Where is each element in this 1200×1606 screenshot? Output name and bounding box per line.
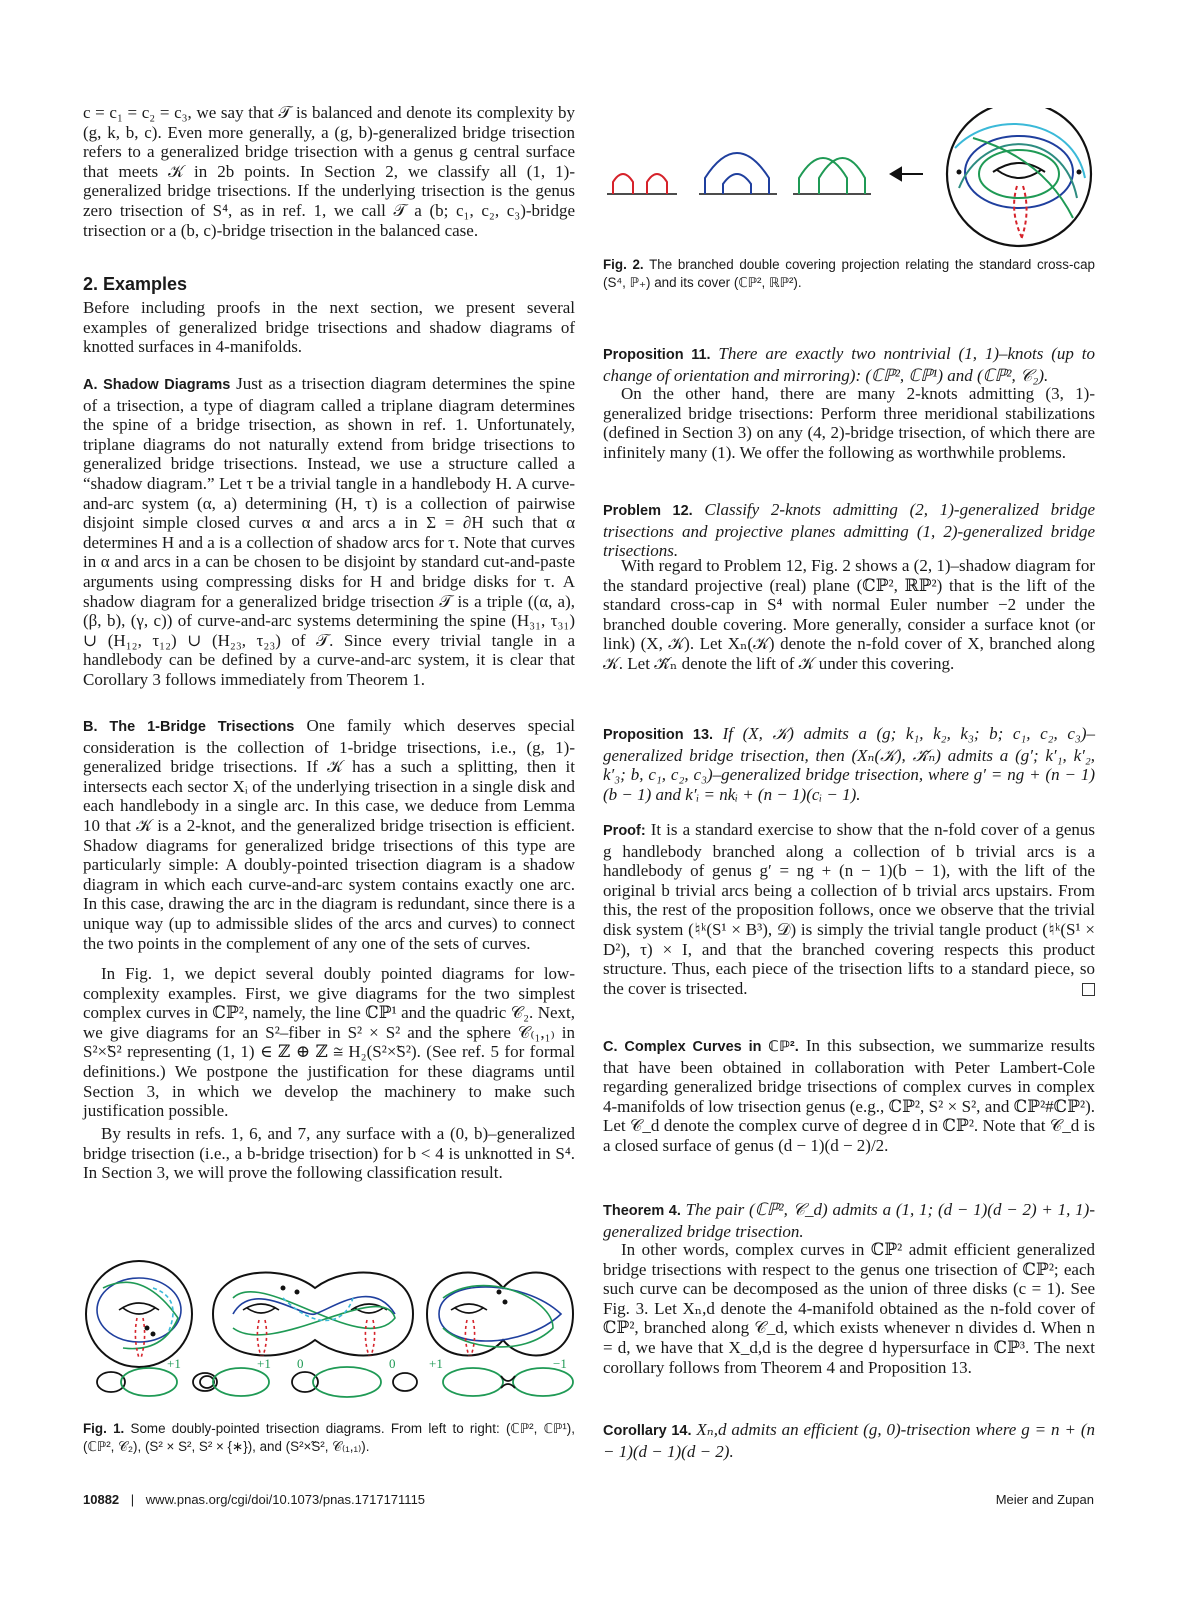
proposition-11-label: Proposition 11. xyxy=(603,347,711,363)
proposition-13 xyxy=(603,724,1095,804)
subsection-c-text: In this subsection, we summarize results that have been obtained in collaboration with Peter Lambert-Cole regarding generalized bridge trisections of complex curves in complex 4-manifolds of low trisection genus (e.g., ℂℙ², S² × S², and ℂℙ²#ℂℙ²). Let 𝒞_d denote the complex curve of degree d in ℂℙ². Note that 𝒞_d is a closed surface of genus (d − 1)(d − 2)/2. xyxy=(603,1036,1095,1155)
proof-text: It is a standard exercise to show that the n-fold cover of a genus g handlebody branched along a collection of b trivial arcs is a handlebody of genus g′ = ng + (n − 1)(b − 1), with the lift of the original b trivial arcs being a collection of b trivial arcs upstairs. From this, the rest of the proposition follows, once we observe that the trivial disk system (♮ᵏ(S¹ × B³), 𝒟) is simply the trivial tangle product (♮ᵏ(S¹ × D²), τ) × I, and that the branched covering respects this product structure. Thus, each piece of the trisection lifts to a standard piece, so the cover is trisected. xyxy=(603,820,1095,998)
figure-2-caption xyxy=(603,256,1095,292)
theorem-4 xyxy=(603,1200,1095,1241)
qed-symbol xyxy=(1082,983,1095,996)
framing-label: +1 xyxy=(167,1356,181,1371)
fig2-arrow xyxy=(891,168,923,180)
paragraph-other-words: In other words, complex curves in ℂℙ² admit efficient generalized bridge trisections with respect to the genus one trisection of ℂℙ²; each such curve can be decomposed as the union of three disks (c = 1). See Fig. 3. Let Xₙ,d denote the 4-manifold obtained as the n-fold cover of ℂℙ², branched along 𝒞_d, which exists whenever n divides d. When n = d, we have that X_d,d is the degree d hypersurface in ℂℙ³. The next corollary follows from Theorem 4 and Proposition 13. xyxy=(603,1240,1095,1377)
proof-label: Proof: xyxy=(603,823,646,839)
section-intro: Before including proofs in the next section, we present several examples of generalized bridge trisections and shadow diagrams of knotted surfaces in 4-manifolds. xyxy=(83,298,575,357)
subsection-c-label: C. Complex Curves in ℂℙ². xyxy=(603,1039,799,1055)
fig1-torus-2 xyxy=(427,1273,573,1356)
framing-label: −1 xyxy=(553,1356,567,1371)
framing-label: +1 xyxy=(429,1356,443,1371)
corollary-14 xyxy=(603,1420,1095,1461)
doi-link[interactable]: www.pnas.org/cgi/doi/10.1073/pnas.1717171115 xyxy=(145,1492,426,1507)
fig2-torus xyxy=(947,108,1091,246)
intro-paragraph: c = c₁ = c₂ = c₃, we say that 𝒯 is balanced and denote its complexity by (g, k, b, c). Even more generally, a (g, b)-generalized bridge trisection refers to a generalized bridge trisection with a genus g central surface that meets 𝒦 in 2b points. In Section 2, we classify all (1, 1)-generalized bridge trisections. If the underlying trisection is the genus zero trisection of S⁴, as in ref. 1, we call 𝒯 a (b; c₁, c₂, c₃)-bridge trisection or a (b, c)-bridge trisection in the balanced case. xyxy=(83,103,575,240)
subsection-c xyxy=(603,1036,1095,1156)
subsection-b-label: B. The 1-Bridge Trisections xyxy=(83,719,295,735)
fig1-genus2-surface xyxy=(213,1273,413,1356)
framing-label: 0 xyxy=(389,1356,396,1371)
proposition-13-text: If (X, 𝒦) admits a (g; k₁, k₂, k₃; b; c₁, c₂, c₃)–generalized bridge trisection, then (Xₙ(𝒦), 𝒦̃ₙ) admits a (g′; k′₁, k′₂, k′₃; b, c₁, c₂, c₃)–generalized bridge trisection, where g′ = ng + (n − 1)(b − 1) and k′ᵢ = nkᵢ + (n − 1)(cᵢ − 1). xyxy=(603,724,1095,804)
fig2-caption-label: Fig. 2. xyxy=(603,257,644,272)
theorem-4-label: Theorem 4. xyxy=(603,1203,681,1219)
framing-label: +1 xyxy=(257,1356,271,1371)
section-title: 2. Examples xyxy=(83,274,188,294)
figure-1-caption xyxy=(83,1420,575,1456)
page-number: 10882 xyxy=(83,1492,120,1507)
proposition-13-label: Proposition 13. xyxy=(603,727,714,743)
corollary-14-label: Corollary 14. xyxy=(603,1423,692,1439)
subsection-a xyxy=(83,374,575,690)
theorem-4-text: The pair (ℂℙ², 𝒞_d) admits a (1, 1; (d − 1)(d − 2) + 1, 1)-generalized bridge trisection. xyxy=(603,1200,1096,1241)
fig1-caption-label: Fig. 1. xyxy=(83,1421,125,1436)
paragraph-other-hand: On the other hand, there are many 2-knots admitting (3, 1)-generalized bridge trisections: Perform three meridional stabilizations (defined in Section 3) on any (4, 2)-bridge trisection, of which there are infinitely many (1). We offer the following as worthwhile problems. xyxy=(603,384,1095,462)
figure-1 xyxy=(83,1258,575,1408)
problem-12-label: Problem 12. xyxy=(603,503,693,519)
subsection-a-text: Just as a trisection diagram determines the spine of a trisection, a type of diagram called a triplane diagram determines the spine of a bridge trisection, as shown in ref. 1. Unfortunately, triplane diagrams do not naturally extend from bridge trisections to generalized bridge trisections. Instead, we use a structure called a “shadow diagram.” Let τ be a trivial tangle in a handlebody H. A curve-and-arc system (α, a) determining (H, τ) is a collection of pairwise disjoint simple closed curves α and arcs a in Σ = ∂H such that α determines H and a is a collection of shadow arcs for τ. Note that curves in α and arcs in a can be chosen to be disjoint by standard cut-and-paste arguments using compressing disks for H and bridge disks for τ. A shadow diagram for a generalized bridge trisection 𝒯 is a triple ((α, a), (β, b), (γ, c)) of curve-and-arc systems determining the spine (H₃₁, τ₃₁) ∪ (H₁₂, τ₁₂) ∪ (H₂₃, τ₂₃) of 𝒯. Since every trivial tangle in a handlebody can be defined by a curve-and-arc system, it is clear that Corollary 3 follows immediately from Theorem 1. xyxy=(83,374,575,689)
fig1-link-diagrams xyxy=(97,1367,573,1397)
framing-label: 0 xyxy=(297,1356,304,1371)
problem-12 xyxy=(603,500,1095,561)
corollary-14-text: Xₙ,d admits an efficient (g, 0)-trisection where g = n + (n − 1)(d − 1)(d − 2). xyxy=(603,1420,1096,1461)
proposition-11-text: There are exactly two nontrivial (1, 1)–knots (up to change of orientation and mirroring): (ℂℙ², ℂℙ¹) and (ℂℙ², 𝒞₂). xyxy=(603,344,1095,385)
page-footer-authors: Meier and Zupan xyxy=(995,1492,1094,1507)
paragraph-regard: With regard to Problem 12, Fig. 2 shows a (2, 1)–shadow diagram for the standard projective (real) plane (ℂℙ², ℝℙ²) that is the lift of the standard cross-cap in S⁴ with normal Euler number −2 under the branched double covering. More generally, consider a surface knot (or link) (X, 𝒦). Let Xₙ(𝒦) denote the n-fold cover of X, branched along 𝒦. Let 𝒦̃ₙ denote the lift of 𝒦 under this covering. xyxy=(603,556,1095,673)
subsection-a-label: A. Shadow Diagrams xyxy=(83,377,231,393)
footer-separator: | xyxy=(130,1492,135,1507)
page-footer-left xyxy=(83,1492,425,1507)
subsection-b-text: One family which deserves special consideration is the collection of 1-bridge trisections, i.e., (g, 1)-generalized bridge trisections. If 𝒦 has a such a splitting, then it intersects each sector Xᵢ of the underlying trisection in a single disk and each handlebody in a single arc. In this case, we deduce from Lemma 10 that 𝒦 is a 2-knot, and the generalized bridge trisection is efficient. Shadow diagrams for generalized bridge trisections of this type are particularly simple: A doubly-pointed trisection diagram is a shadow diagram in which each curve-and-arc system contains exactly one arc. In this case, drawing the arc in the diagram is redundant, since there is a unique way (up to admissible slides of the arcs and curves) to connect the two points in the complement of any one of the sets of curves. xyxy=(83,716,575,953)
fig1-caption-text: Some doubly-pointed trisection diagrams. From left to right: (ℂℙ², ℂℙ¹), (ℂℙ², 𝒞₂), (S² × S², S² × {∗}), and (S²×̃S², 𝒞₍₁,₁₎). xyxy=(83,1421,575,1454)
paragraph-results: By results in refs. 1, 6, and 7, any surface with a (0, b)–generalized bridge trisection (i.e., a b-bridge trisection) for b < 4 is unknotted in S⁴. In Section 3, we will prove the following classification result. xyxy=(83,1124,575,1183)
problem-12-text: Classify 2-knots admitting (2, 1)-generalized bridge trisections and projective planes admitting (1, 2)-generalized bridge trisections. xyxy=(603,500,1095,561)
subsection-b xyxy=(83,716,575,953)
fig1-torus-1 xyxy=(86,1261,192,1367)
proposition-11 xyxy=(603,344,1095,385)
figure-2 xyxy=(603,108,1095,248)
proof xyxy=(603,820,1095,998)
fig2-caption-text: The branched double covering projection relating the standard cross-cap (S⁴, ℙ₊) and its cover (ℂℙ², ℝℙ²). xyxy=(603,257,1095,290)
fig2-arcs xyxy=(607,153,871,194)
paragraph-fig1-intro: In Fig. 1, we depict several doubly pointed diagrams for low-complexity examples. First, we give diagrams for the two simplest complex curves in ℂℙ², namely, the line ℂℙ¹ and the quadric 𝒞₂. Next, we give diagrams for an S²–fiber in S² × S² and the sphere 𝒞₍₁,₁₎ in S²×̃S² representing (1, 1) ∈ ℤ ⊕ ℤ ≅ H₂(S²×̃S²). (See ref. 5 for formal definitions.) We postpone the justification for these diagrams until Section 3, in which we develop the machinery to make such justification possible. xyxy=(83,964,575,1121)
